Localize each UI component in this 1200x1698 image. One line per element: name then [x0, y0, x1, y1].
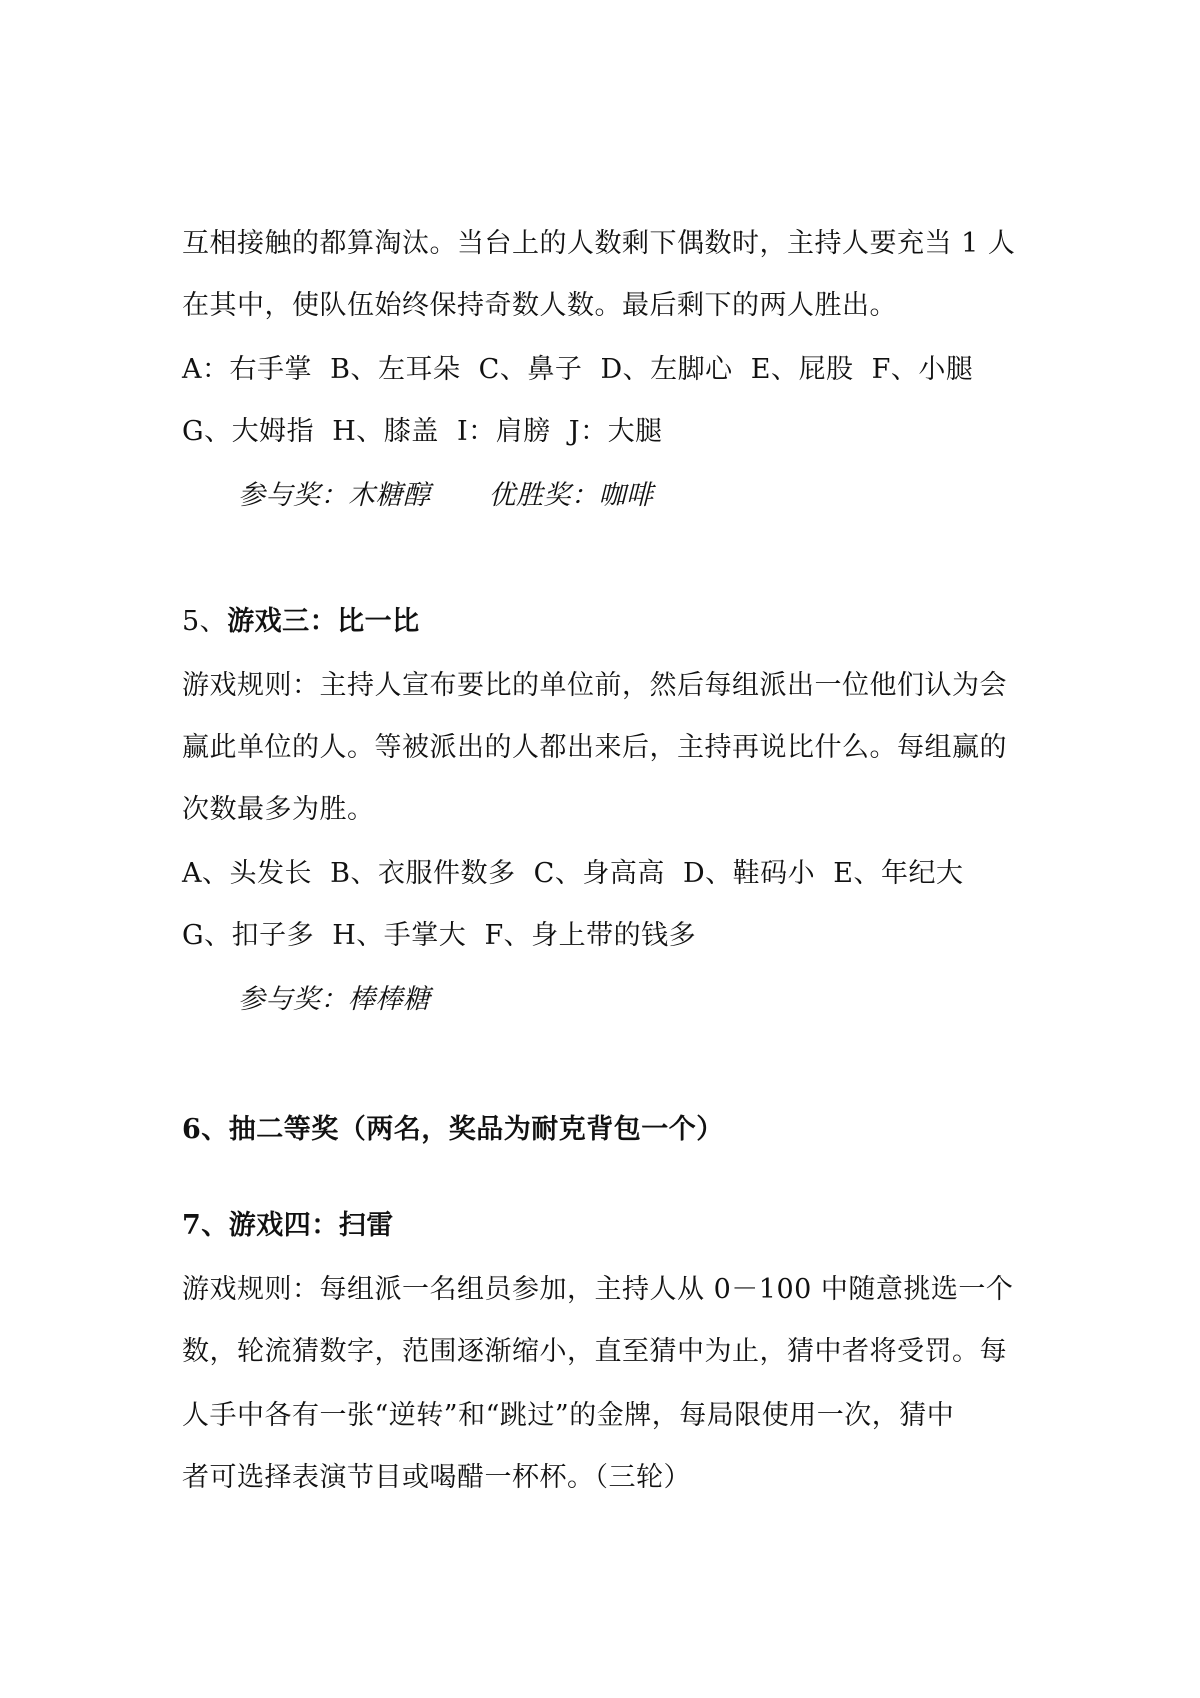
- section5-heading: [182, 604, 420, 640]
- section7-rule-line-1: 游戏规则：每组派一名组员参加，主持人从 0－100 中随意挑选一个: [182, 1274, 1014, 1305]
- section5-heading-title: 游戏三：比一比: [227, 606, 420, 637]
- section7-rule-line-4: 者可选择表演节目或喝醋一杯杯。（三轮）: [182, 1462, 691, 1493]
- intro-options-line-2: G、大姆指 H、膝盖 I：肩膀 J：大腿: [182, 416, 663, 447]
- section5-options-line-2: G、扣子多 H、手掌大 F、身上带的钱多: [182, 920, 697, 951]
- intro-prizes: [238, 478, 654, 514]
- section5-rule-line-1: 游戏规则：主持人宣布要比的单位前，然后每组派出一位他们认为会: [182, 670, 1007, 701]
- section5-options-line-1: A、头发长 B、衣服件数多 C、身高高 D、鞋码小 E、年纪大: [182, 858, 964, 889]
- section5-rule-line-2: 赢此单位的人。等被派出的人都出来后，主持再说比什么。每组赢的: [182, 732, 1007, 763]
- intro-options-line-1: A：右手掌 B、左耳朵 C、鼻子 D、左脚心 E、屁股 F、小腿: [182, 354, 974, 385]
- section5-prize: 参与奖：棒棒糖: [238, 984, 431, 1015]
- participation-prize: 参与奖：木糖醇: [238, 480, 431, 511]
- section7-rule-line-2: 数，轮流猜数字，范围逐渐缩小，直至猜中为止，猜中者将受罚。每: [182, 1336, 1007, 1367]
- section7-rule-line-3: 人手中各有一张“逆转”和“跳过”的金牌，每局限使用一次，猜中: [182, 1400, 955, 1431]
- intro-line-1: 互相接触的都算淘汰。当台上的人数剩下偶数时，主持人要充当 1 人: [182, 228, 1016, 259]
- intro-line-2: 在其中，使队伍始终保持奇数人数。最后剩下的两人胜出。: [182, 290, 897, 321]
- section6-heading: 6、抽二等奖（两名，奖品为耐克背包一个）: [182, 1114, 724, 1145]
- section5-heading-number: 5、: [182, 606, 228, 637]
- section7-heading: 7、游戏四：扫雷: [182, 1210, 394, 1241]
- section5-rule-line-3: 次数最多为胜。: [182, 794, 375, 825]
- winner-prize: 优胜奖：咖啡: [488, 480, 654, 511]
